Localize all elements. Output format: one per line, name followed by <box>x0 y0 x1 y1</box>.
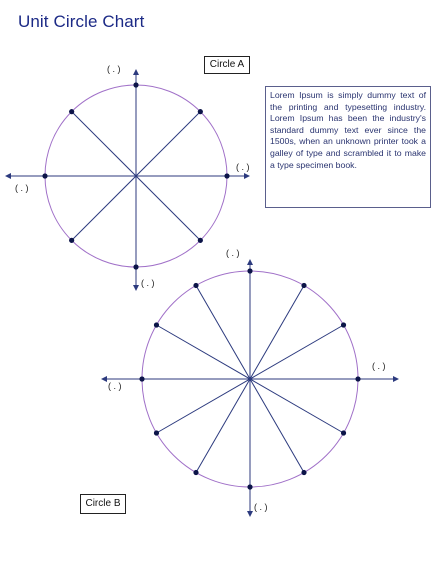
circle-a-label: Circle A <box>204 56 250 74</box>
circle-b-point-240 <box>193 470 198 475</box>
circle-a-coord-left: ( . ) <box>15 183 29 193</box>
circle-b-point-60 <box>301 283 306 288</box>
circle-b-label: Circle B <box>80 494 126 514</box>
circle-b-coord-left: ( . ) <box>108 381 122 391</box>
circle-a <box>8 64 250 288</box>
circle-b-point-150 <box>154 322 159 327</box>
circle-a-point-135 <box>69 109 74 114</box>
circle-a-point-270 <box>133 264 138 269</box>
description-box: Lorem Ipsum is simply dummy text of the printing and typesetting industry. Lorem Ipsum has been the industry's standard dummy text ever since the 1500s, when an unknown printer took a galley of type and scrambled it to make a type specimen book. <box>265 86 431 208</box>
circle-a-point-180 <box>42 173 47 178</box>
circle-b-point-330 <box>341 430 346 435</box>
circle-a-point-45 <box>198 109 203 114</box>
circle-b-coord-top: ( . ) <box>226 248 240 258</box>
page-title: Unit Circle Chart <box>18 12 145 31</box>
circle-b-coord-right: ( . ) <box>372 361 386 371</box>
circle-b-point-300 <box>301 470 306 475</box>
circle-b-coord-bottom: ( . ) <box>254 502 268 512</box>
circle-a-point-0 <box>224 173 229 178</box>
circle-a-coord-right: ( . ) <box>236 162 250 172</box>
circle-a-coord-top: ( . ) <box>107 64 121 74</box>
circle-b-point-180 <box>139 376 144 381</box>
circle-a-point-315 <box>198 238 203 243</box>
circle-b-point-210 <box>154 430 159 435</box>
circle-a-point-225 <box>69 238 74 243</box>
circle-a-point-90 <box>133 82 138 87</box>
circle-b-point-0 <box>355 376 360 381</box>
circle-b-point-120 <box>193 283 198 288</box>
circle-b-point-30 <box>341 322 346 327</box>
circle-a-coord-bottom: ( . ) <box>141 278 155 288</box>
circle-b-point-270 <box>247 484 252 489</box>
circle-b-point-90 <box>247 268 252 273</box>
